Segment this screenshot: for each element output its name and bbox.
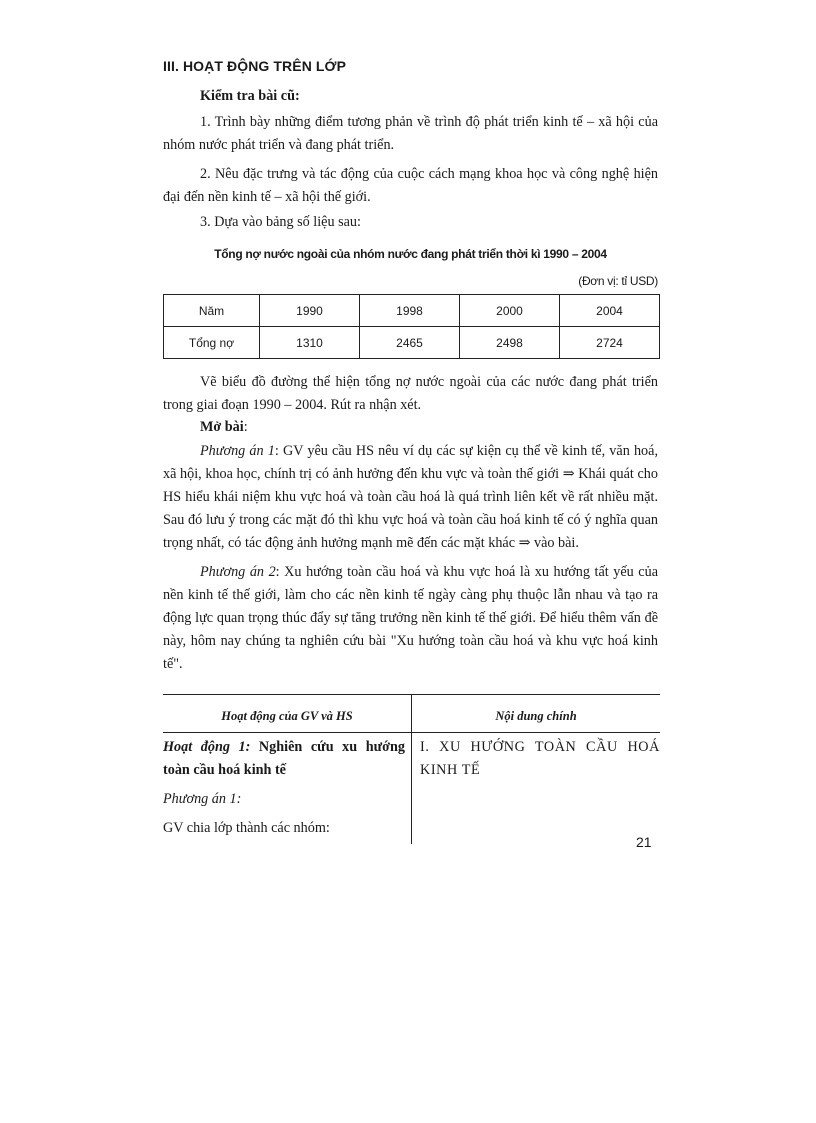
intro-option-1 [163, 440, 658, 555]
content-column [412, 733, 660, 844]
table-cell: 2498 [460, 327, 560, 359]
activity-label: Hoạt động 1: [163, 739, 251, 755]
table-unit: (Đơn vị: tỉ USD) [578, 274, 658, 288]
table-cell: 2004 [560, 295, 660, 327]
option-1-label: Phương án 1 [200, 443, 275, 459]
intro-title [163, 419, 658, 436]
activity-gv-text: GV chia lớp thành các nhóm: [163, 820, 330, 836]
lesson-table-row [163, 733, 660, 844]
review-question-2: 2. Nêu đặc trưng và tác động của cuộc cách mạng khoa học và công nghệ hiện đại đến nền kinh tế – xã hội thế giới. [163, 166, 658, 205]
col-left-header: Hoạt động của GV và HS [163, 695, 412, 732]
table-row-years [164, 295, 660, 327]
review-task: Vẽ biểu đồ đường thể hiện tổng nợ nước ngoài của các nước đang phát triển trong giai đoạn 1990 – 2004. Rút ra nhận xét. [163, 374, 658, 413]
review-question-3: 3. Dựa vào bảng số liệu sau: [200, 214, 361, 230]
intro-title-text: Mở bài [200, 419, 244, 435]
review-question-1: 1. Trình bày những điểm tương phản về trình độ phát triển kinh tế – xã hội của nhóm nước phát triển và đang phát triển. [163, 114, 658, 153]
lesson-table [163, 694, 660, 844]
option-2-label: Phương án 2 [200, 564, 276, 580]
content-heading: I. XU HƯỚNG TOÀN CẦU HOÁ KINH TẾ [420, 739, 660, 778]
activity-heading [163, 736, 405, 782]
lesson-table-header [163, 695, 660, 733]
intro-title-colon: : [243, 419, 248, 435]
table-cell: 1310 [260, 327, 360, 359]
activity-option-label: Phương án 1: [163, 791, 242, 807]
col-right-header: Nội dung chính [495, 709, 577, 723]
debt-table [163, 294, 660, 359]
table-cell: Năm [164, 295, 260, 327]
table-title: Tổng nợ nước ngoài của nhóm nước đang phát triển thời kì 1990 – 2004 [214, 247, 607, 261]
table-row-debt [164, 327, 660, 359]
page-content [163, 58, 658, 844]
table-cell: 1990 [260, 295, 360, 327]
page-number: 21 [636, 834, 652, 850]
option-1-text: : GV yêu cầu HS nêu ví dụ các sự kiện cụ thể về kinh tế, văn hoá, xã hội, khoa học, chính trị có ảnh hưởng đến khu vực và toàn thế giới ⇒ Khái quát cho HS hiểu khái niệm khu vực hoá và toàn cầu hoá là quá trình liên kết về rất nhiều mặt. Sau đó lưu ý trong các mặt đó thì khu vực hoá và toàn cầu hoá kinh tế có ý nghĩa quan trọng nhất, có tác động ảnh hưởng mạnh mẽ đến các mặt khác ⇒ vào bài. [163, 443, 658, 551]
activity-column [163, 733, 412, 844]
table-cell: 2465 [360, 327, 460, 359]
table-cell: Tổng nợ [164, 327, 260, 359]
table-cell: 1998 [360, 295, 460, 327]
option-2-text: : Xu hướng toàn cầu hoá và khu vực hoá là xu hướng tất yếu của nền kinh tế thế giới, làm cho các nền kinh tế ngày càng phụ thuộc lẫn nhau và tạo ra động lực quan trọng thúc đẩy sự tăng trưởng nền kinh tế thế giới. Để hiểu thêm vấn đề này, hôm nay chúng ta nghiên cứu bài "Xu hướng toàn cầu hoá và khu vực hoá kinh tế". [163, 564, 658, 672]
table-cell: 2724 [560, 327, 660, 359]
section-heading: III. HOẠT ĐỘNG TRÊN LỚP [163, 58, 347, 74]
intro-option-2 [163, 561, 658, 676]
review-title: Kiểm tra bài cũ: [200, 88, 300, 104]
activity-title: Nghiên cứu xu hướng toàn cầu hoá kinh tế [163, 739, 405, 778]
table-cell: 2000 [460, 295, 560, 327]
